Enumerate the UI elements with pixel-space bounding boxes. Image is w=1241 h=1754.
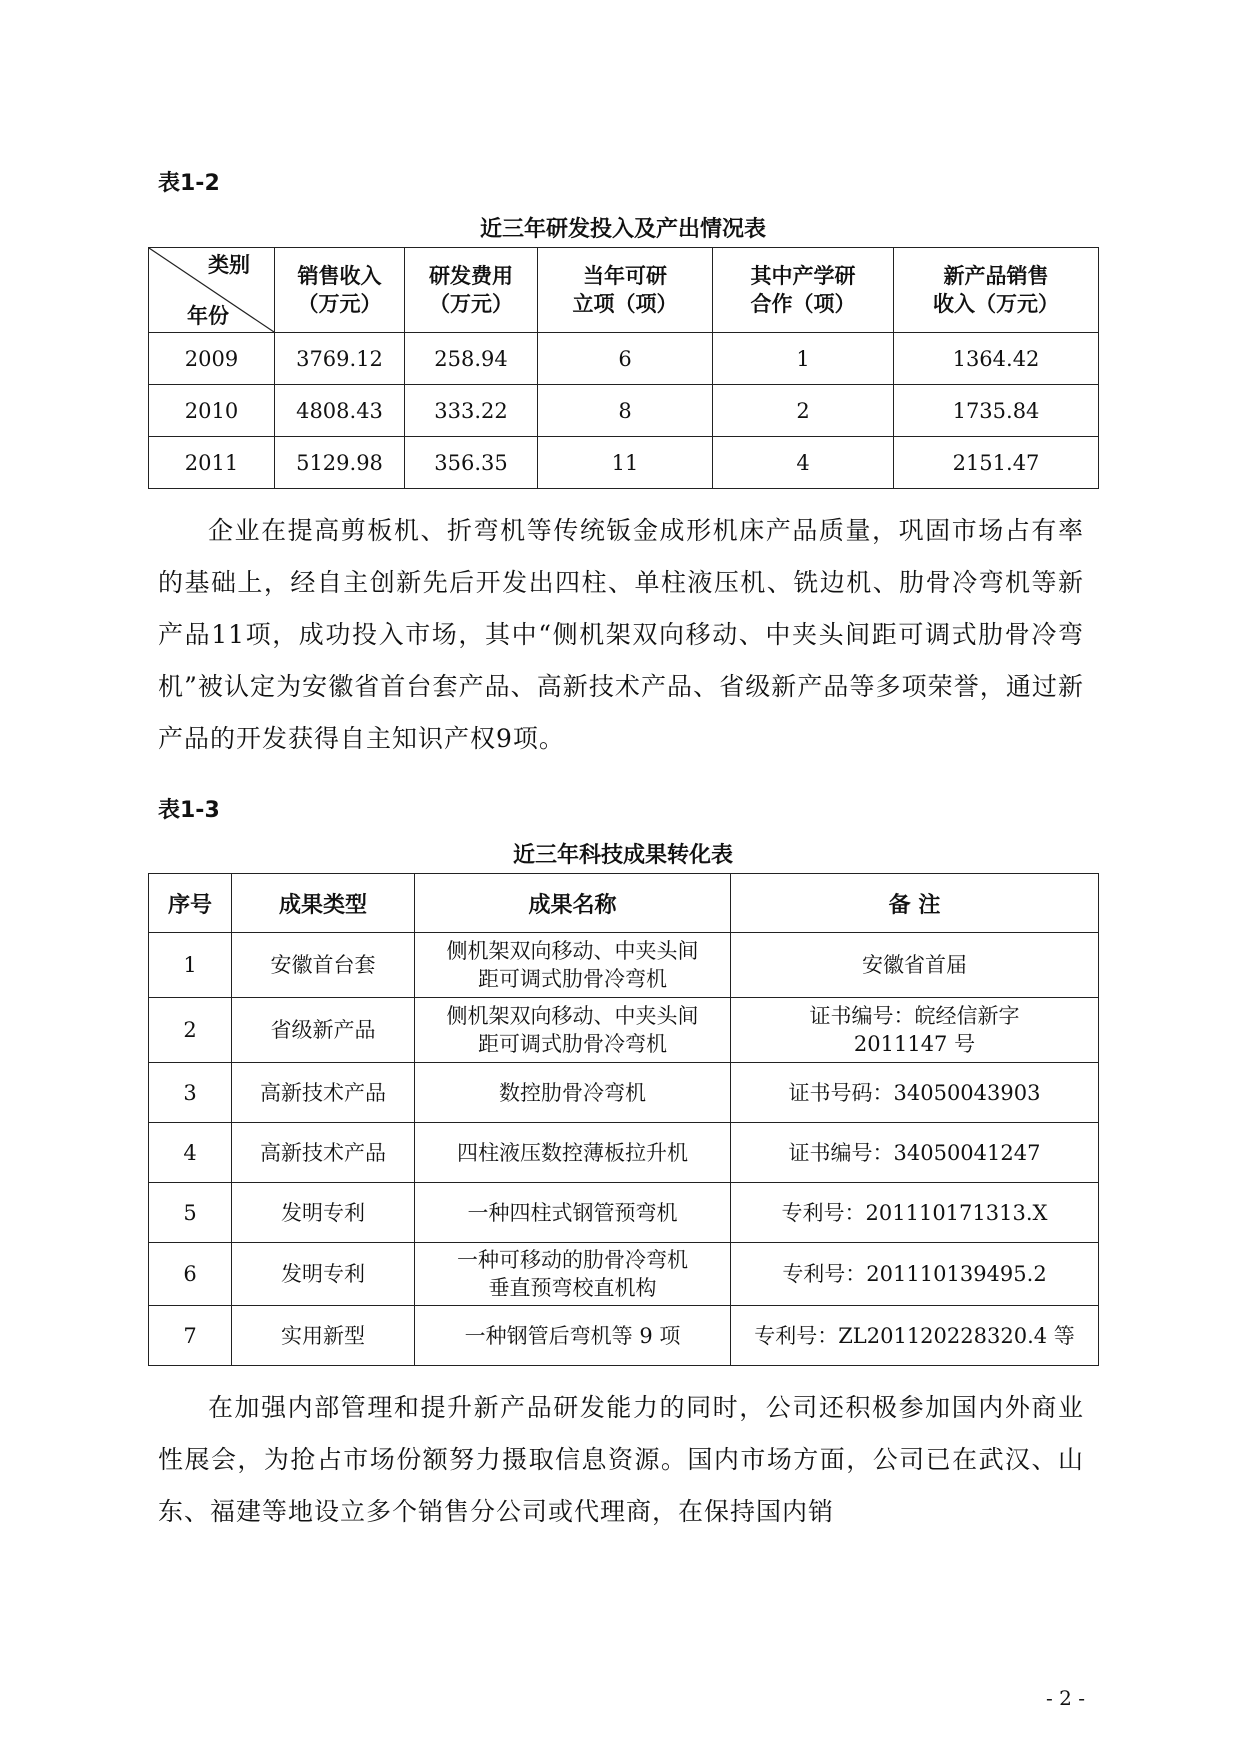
table-row (149, 385, 1099, 437)
rd-cost-cell: 333.22 (405, 385, 538, 437)
type-cell: 高新技术产品 (232, 1063, 415, 1123)
column-header: 成果名称 (415, 874, 731, 933)
type-cell: 省级新产品 (232, 998, 415, 1063)
index-cell: 3 (149, 1063, 232, 1123)
cooperation-cell: 1 (713, 333, 894, 385)
name-cell: 一种钢管后弯机等 9 项 (415, 1306, 731, 1366)
index-cell: 2 (149, 998, 232, 1063)
column-header: 成果类型 (232, 874, 415, 933)
name-cell: 四柱液压数控薄板拉升机 (415, 1123, 731, 1183)
index-cell: 4 (149, 1123, 232, 1183)
rd-input-output-table (148, 247, 1099, 489)
table-row (149, 437, 1099, 489)
index-cell: 1 (149, 933, 232, 998)
name-cell: 侧机架双向移动、中夹头间 距可调式肋骨冷弯机 (415, 933, 731, 998)
table-row (149, 1123, 1099, 1183)
table-row (149, 1243, 1099, 1306)
body-paragraph-2: 在加强内部管理和提升新产品研发能力的同时，公司还积极参加国内外商业性展会，为抢占市场份额努力摄取信息资源。国内市场方面，公司已在武汉、山东、福建等地设立多个销售分公司或代理商，在保持国内销 (158, 1393, 1084, 1526)
body-paragraph-1: 企业在提高剪板机、折弯机等传统钣金成形机床产品质量，巩固市场占有率的基础上，经自主创新先后开发出四柱、单柱液压机、铣边机、肋骨冷弯机等新产品11项，成功投入市场，其中“侧机架双向移动、中夹头间距可调式肋骨冷弯机”被认定为安徽省首台套产品、高新技术产品、省级新产品等多项荣誉，通过新产品的开发获得自主知识产权9项。 (158, 516, 1084, 753)
type-cell: 高新技术产品 (232, 1123, 415, 1183)
name-cell: 一种可移动的肋骨冷弯机 垂直预弯校直机构 (415, 1243, 731, 1306)
cooperation-cell: 4 (713, 437, 894, 489)
page-number: - 2 - (1046, 1686, 1085, 1710)
name-cell: 侧机架双向移动、中夹头间 距可调式肋骨冷弯机 (415, 998, 731, 1063)
column-header: 新产品销售 收入（万元） (894, 248, 1099, 333)
column-header: 销售收入 （万元） (275, 248, 405, 333)
projects-cell: 11 (538, 437, 713, 489)
new-product-sales-cell: 2151.47 (894, 437, 1099, 489)
table2-caption: 近三年科技成果转化表 (512, 843, 733, 868)
table-row (149, 1063, 1099, 1123)
year-cell: 2011 (149, 437, 275, 489)
index-cell: 6 (149, 1243, 232, 1306)
table-row (149, 933, 1099, 998)
type-cell: 发明专利 (232, 1183, 415, 1243)
category-label: 类别 (208, 253, 250, 277)
remark-cell: 证书编号：皖经信新字 2011147 号 (731, 998, 1099, 1063)
year-cell: 2010 (149, 385, 275, 437)
remark-cell: 专利号：ZL201120228320.4 等 (731, 1306, 1099, 1366)
table-header-row (149, 874, 1099, 933)
table-row (149, 1306, 1099, 1366)
remark-cell: 专利号：201110171313.X (731, 1183, 1099, 1243)
new-product-sales-cell: 1364.42 (894, 333, 1099, 385)
index-cell: 7 (149, 1306, 232, 1366)
remark-cell: 专利号：201110139495.2 (731, 1243, 1099, 1306)
year-cell: 2009 (149, 333, 275, 385)
projects-cell: 6 (538, 333, 713, 385)
cooperation-cell: 2 (713, 385, 894, 437)
table-row (149, 1183, 1099, 1243)
table-row (149, 998, 1099, 1063)
sales-cell: 5129.98 (275, 437, 405, 489)
new-product-sales-cell: 1735.84 (894, 385, 1099, 437)
type-cell: 安徽首台套 (232, 933, 415, 998)
sales-cell: 3769.12 (275, 333, 405, 385)
rd-cost-cell: 356.35 (405, 437, 538, 489)
table2-label: 表1-3 (158, 798, 220, 823)
diagonal-header-cell (149, 248, 275, 333)
sales-cell: 4808.43 (275, 385, 405, 437)
column-header: 研发费用 （万元） (405, 248, 538, 333)
table-row (149, 333, 1099, 385)
column-header: 其中产学研 合作（项） (713, 248, 894, 333)
type-cell: 实用新型 (232, 1306, 415, 1366)
projects-cell: 8 (538, 385, 713, 437)
column-header: 备 注 (731, 874, 1099, 933)
name-cell: 一种四柱式钢管预弯机 (415, 1183, 731, 1243)
remark-cell: 证书编号：34050041247 (731, 1123, 1099, 1183)
column-header: 当年可研 立项（项） (538, 248, 713, 333)
type-cell: 发明专利 (232, 1243, 415, 1306)
tech-achievement-table (148, 873, 1099, 1366)
table-header-row (149, 248, 1099, 333)
table1-caption: 近三年研发投入及产出情况表 (479, 217, 766, 242)
table1-label: 表1-2 (158, 171, 220, 196)
name-cell: 数控肋骨冷弯机 (415, 1063, 731, 1123)
index-cell: 5 (149, 1183, 232, 1243)
year-label: 年份 (187, 304, 229, 328)
remark-cell: 证书号码：34050043903 (731, 1063, 1099, 1123)
remark-cell: 安徽省首届 (731, 933, 1099, 998)
rd-cost-cell: 258.94 (405, 333, 538, 385)
column-header: 序号 (149, 874, 232, 933)
